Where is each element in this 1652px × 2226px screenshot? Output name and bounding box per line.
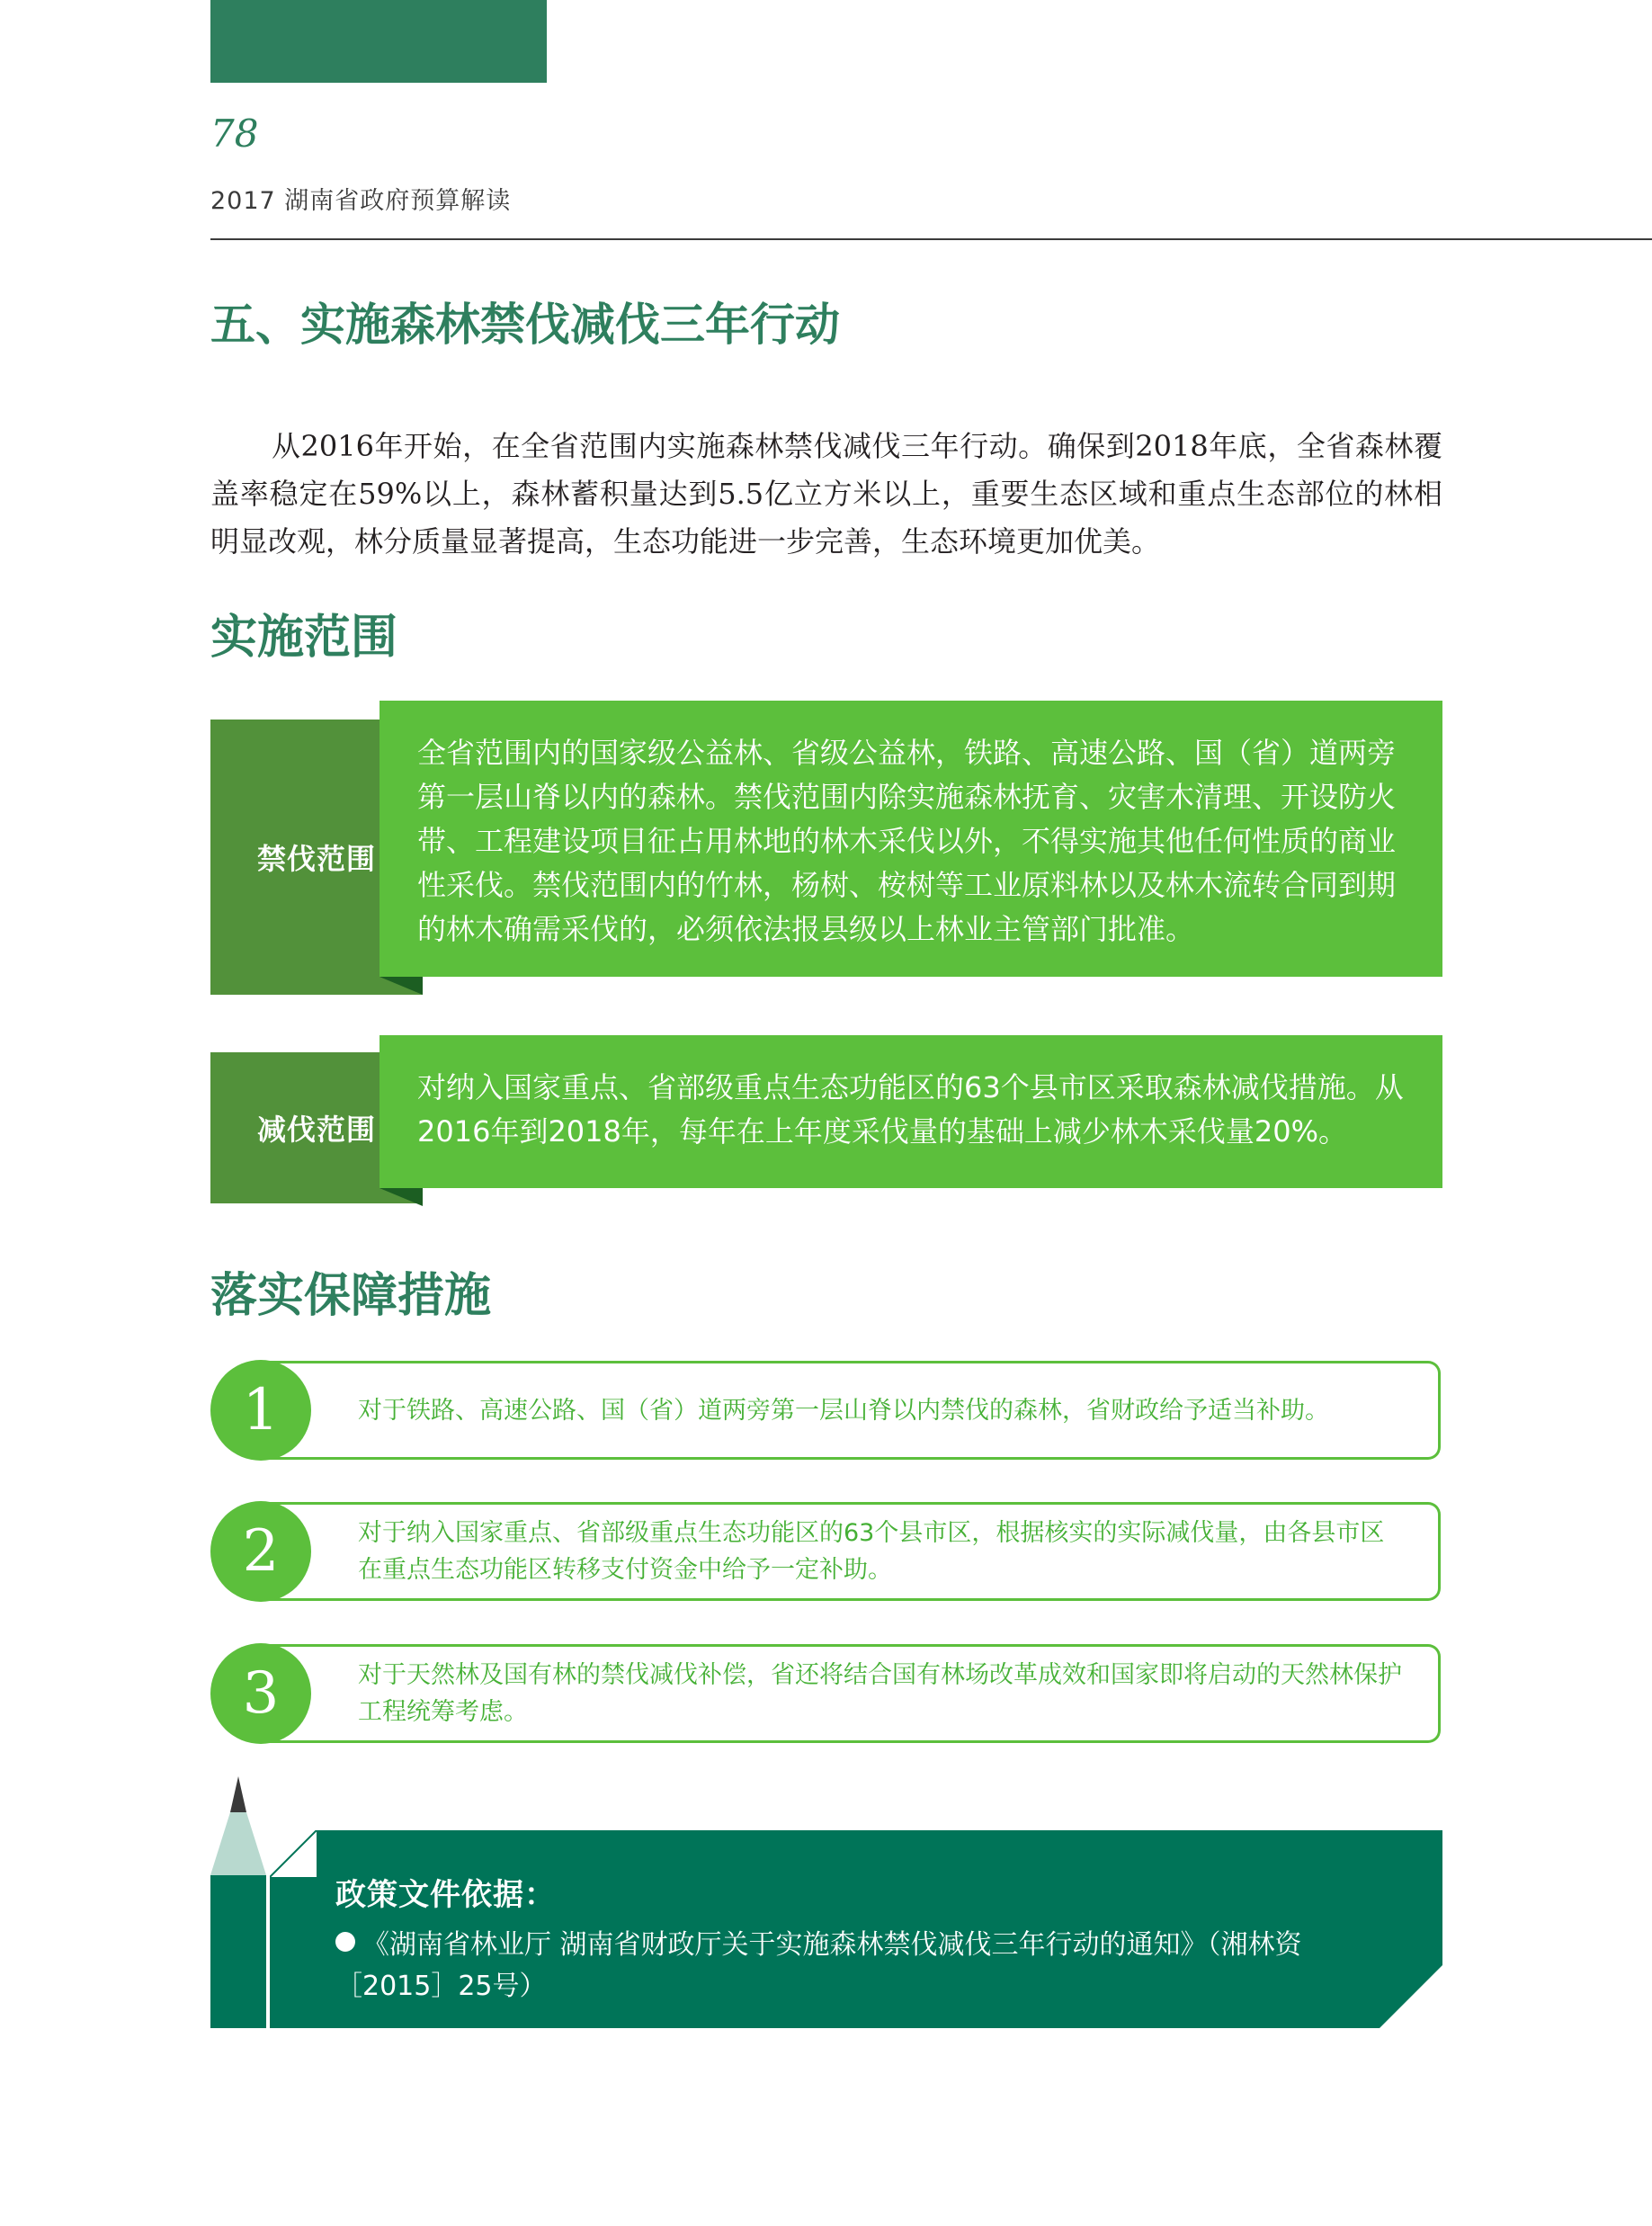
measure-number-2: 2: [210, 1501, 311, 1602]
measure-text-2: 对于纳入国家重点、省部级重点生态功能区的63个县市区，根据核实的实际减伐量，由各县市区在重点生态功能区转移支付资金中给予一定补助。: [358, 1519, 1385, 1584]
measure-number-1: 1: [210, 1360, 311, 1461]
reduce-scope-text: 对纳入国家重点、省部级重点生态功能区的63个县市区采取森林减伐措施。从2016年到2018年，每年在上年度采伐量的基础上减少林木采伐量20%。: [380, 1035, 1442, 1188]
book-title: 2017 湖南省政府预算解读: [210, 187, 512, 215]
measure-item-1: [252, 1361, 1441, 1460]
ban-scope-text: 全省范围内的国家级公益林、省级公益林，铁路、高速公路、国（省）道两旁第一层山脊以内的森林。禁伐范围内除实施森林抚育、灾害木清理、开设防火带、工程建设项目征占用林地的林木采伐以外，不得实施其他任何性质的商业性采伐。禁伐范围内的竹林，杨树、桉树等工业原料林以及林木流转合同到期的林木确需采伐的，必须依法报县级以上林业主管部门批准。: [380, 701, 1442, 977]
measure-text-1: 对于铁路、高速公路、国（省）道两旁第一层山脊以内禁伐的森林，省财政给予适当补助。: [358, 1396, 1329, 1425]
bullet-icon: [335, 1932, 355, 1952]
reduce-scope-label: 减伐范围: [210, 1052, 423, 1203]
measure-text-3: 对于天然林及国有林的禁伐减伐补偿，省还将结合国有林场改革成效和国家即将启动的天然林保护工程统筹考虑。: [358, 1661, 1402, 1726]
scope-heading: 实施范围: [210, 610, 398, 665]
policy-document-name: 《湖南省林业厅 湖南省财政厅关于实施森林禁伐减伐三年行动的通知》（湘林资［2015］25号）: [335, 1929, 1302, 2002]
fold-decoration: [380, 977, 423, 995]
policy-document: [335, 1925, 1388, 2007]
measure-item-2: [252, 1502, 1441, 1601]
header-color-tab: [210, 0, 547, 83]
fold-decoration: [380, 1188, 423, 1206]
header-divider: [210, 238, 1652, 240]
ban-scope-label: 禁伐范围: [210, 720, 423, 995]
measure-item-3: [252, 1644, 1441, 1743]
pencil-icon: [210, 1776, 266, 2028]
measures-heading: 落实保障措施: [210, 1268, 492, 1323]
policy-title: 政策文件依据：: [335, 1877, 556, 1913]
section-title: 五、实施森林禁伐减伐三年行动: [210, 299, 840, 351]
measure-number-3: 3: [210, 1643, 311, 1744]
intro-paragraph: 从2016年开始，在全省范围内实施森林禁伐减伐三年行动。确保到2018年底，全省森林覆盖率稳定在59%以上，森林蓄积量达到5.5亿立方米以上，重要生态区域和重点生态部位的林相明显改观，林分质量显著提高，生态功能进一步完善，生态环境更加优美。: [210, 429, 1442, 559]
page-number: 78: [210, 112, 259, 156]
